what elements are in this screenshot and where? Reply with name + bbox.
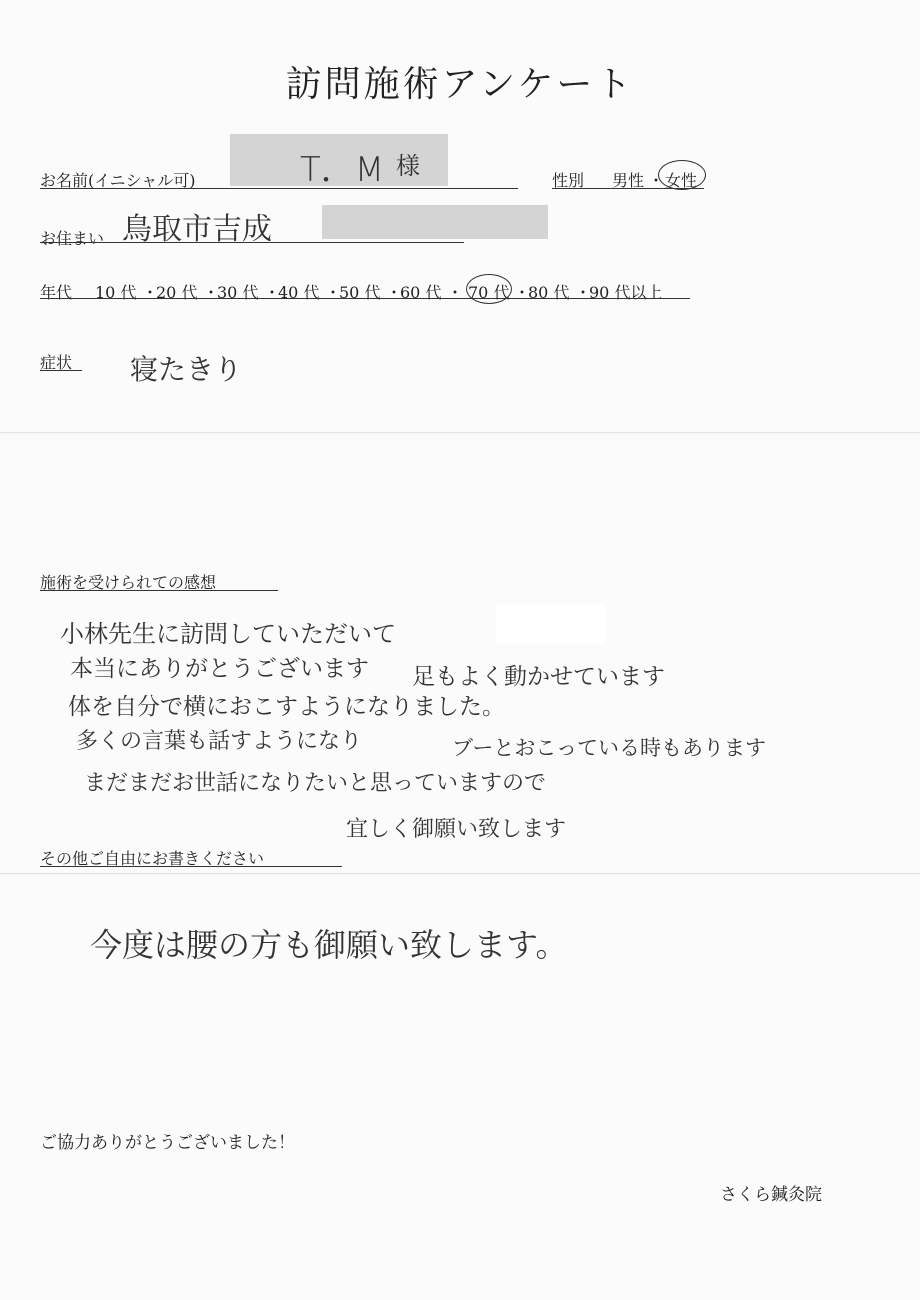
age-label: 年代 [40, 283, 73, 302]
redaction-box [496, 604, 606, 644]
impression-line: 多くの言葉も話すようになり [76, 729, 363, 754]
impression-line: 足もよく動かせています [412, 664, 665, 690]
symptom-underline [40, 370, 82, 371]
form-title: 訪問施術アンケート [285, 64, 635, 105]
impression-line: まだまだお世話になりたいと思っていますので [84, 771, 547, 796]
age-option: 60 代 [400, 283, 442, 302]
name-label: お名前(イニシャル可) [40, 171, 196, 190]
age-option: 50 代 [339, 283, 381, 302]
thanks-message: ご協力ありがとうございました！ [40, 1133, 295, 1153]
symptom-value: 寝たきり [130, 353, 243, 386]
age-option: 90 代以上 [589, 283, 663, 302]
age-option: 80 代 [528, 283, 570, 302]
age-option-selected: 70 代 [468, 283, 510, 302]
age-option: 30 代 [217, 283, 259, 302]
age-option: 10 代 [95, 283, 137, 302]
address-underline [40, 242, 464, 243]
gender-underline [552, 188, 704, 189]
paper-fold-line [0, 873, 920, 874]
selection-circle [658, 160, 706, 190]
name-honorific: 様 [396, 152, 420, 180]
redaction-box [322, 205, 548, 239]
free-comments-text: 今度は腰の方も御願い致します。 [90, 926, 568, 964]
free-comments-underline [40, 866, 342, 867]
age-underline [40, 298, 690, 299]
impressions-underline [40, 590, 278, 591]
address-label: お住まい [40, 229, 105, 248]
gender-option-male: 男性 [612, 171, 645, 190]
questionnaire-sheet: 訪問施術アンケート お名前(イニシャル可) T．M 様 性別 男性 ・ 女性 お住まい 鳥取市吉成 年代 10 代 ・ 20 代 ・ 30 代 ・ 40 代 ・ 50 代 ・ 60 代 ・ 70 代 ・ 80 代 ・ 90 代以上 症状 寝たきり 施術を受けられての感想 小林先生に訪問していただいて 本当にありがとうございます 足もよく動かせています 体を自分で横におこすようになりました。 多くの言葉も話すようになり ブーとおこっている時もあります まだまだお世話になりたいと思っていますので 宜しく御願い致します その他ご自由にお書きください 今度は腰の方も御願い致します。 ご協力ありがとうございました！ さくら鍼灸院 [0, 0, 920, 1300]
impression-line: 体を自分で横におこすようになりました。 [68, 694, 505, 720]
clinic-name: さくら鍼灸院 [720, 1185, 822, 1205]
free-comments-label: その他ご自由にお書きください [40, 849, 265, 868]
symptom-label: 症状 [40, 353, 73, 372]
paper-fold-line [0, 432, 920, 433]
impression-line: 小林先生に訪問していただいて [60, 620, 396, 648]
selection-circle [466, 274, 512, 304]
name-value: T．M [300, 150, 385, 190]
name-underline [40, 188, 518, 189]
address-value: 鳥取市吉成 [122, 212, 272, 247]
impression-line: 宜しく御願い致します [346, 817, 567, 842]
gender-label: 性別 [552, 171, 585, 190]
impressions-label: 施術を受けられての感想 [40, 573, 217, 592]
age-option: 40 代 [278, 283, 320, 302]
impression-line: ブーとおこっている時もあります [452, 736, 766, 760]
impression-line: 本当にありがとうございます [70, 656, 369, 682]
age-option: 20 代 [156, 283, 198, 302]
gender-option-female: 女性 [665, 171, 698, 190]
